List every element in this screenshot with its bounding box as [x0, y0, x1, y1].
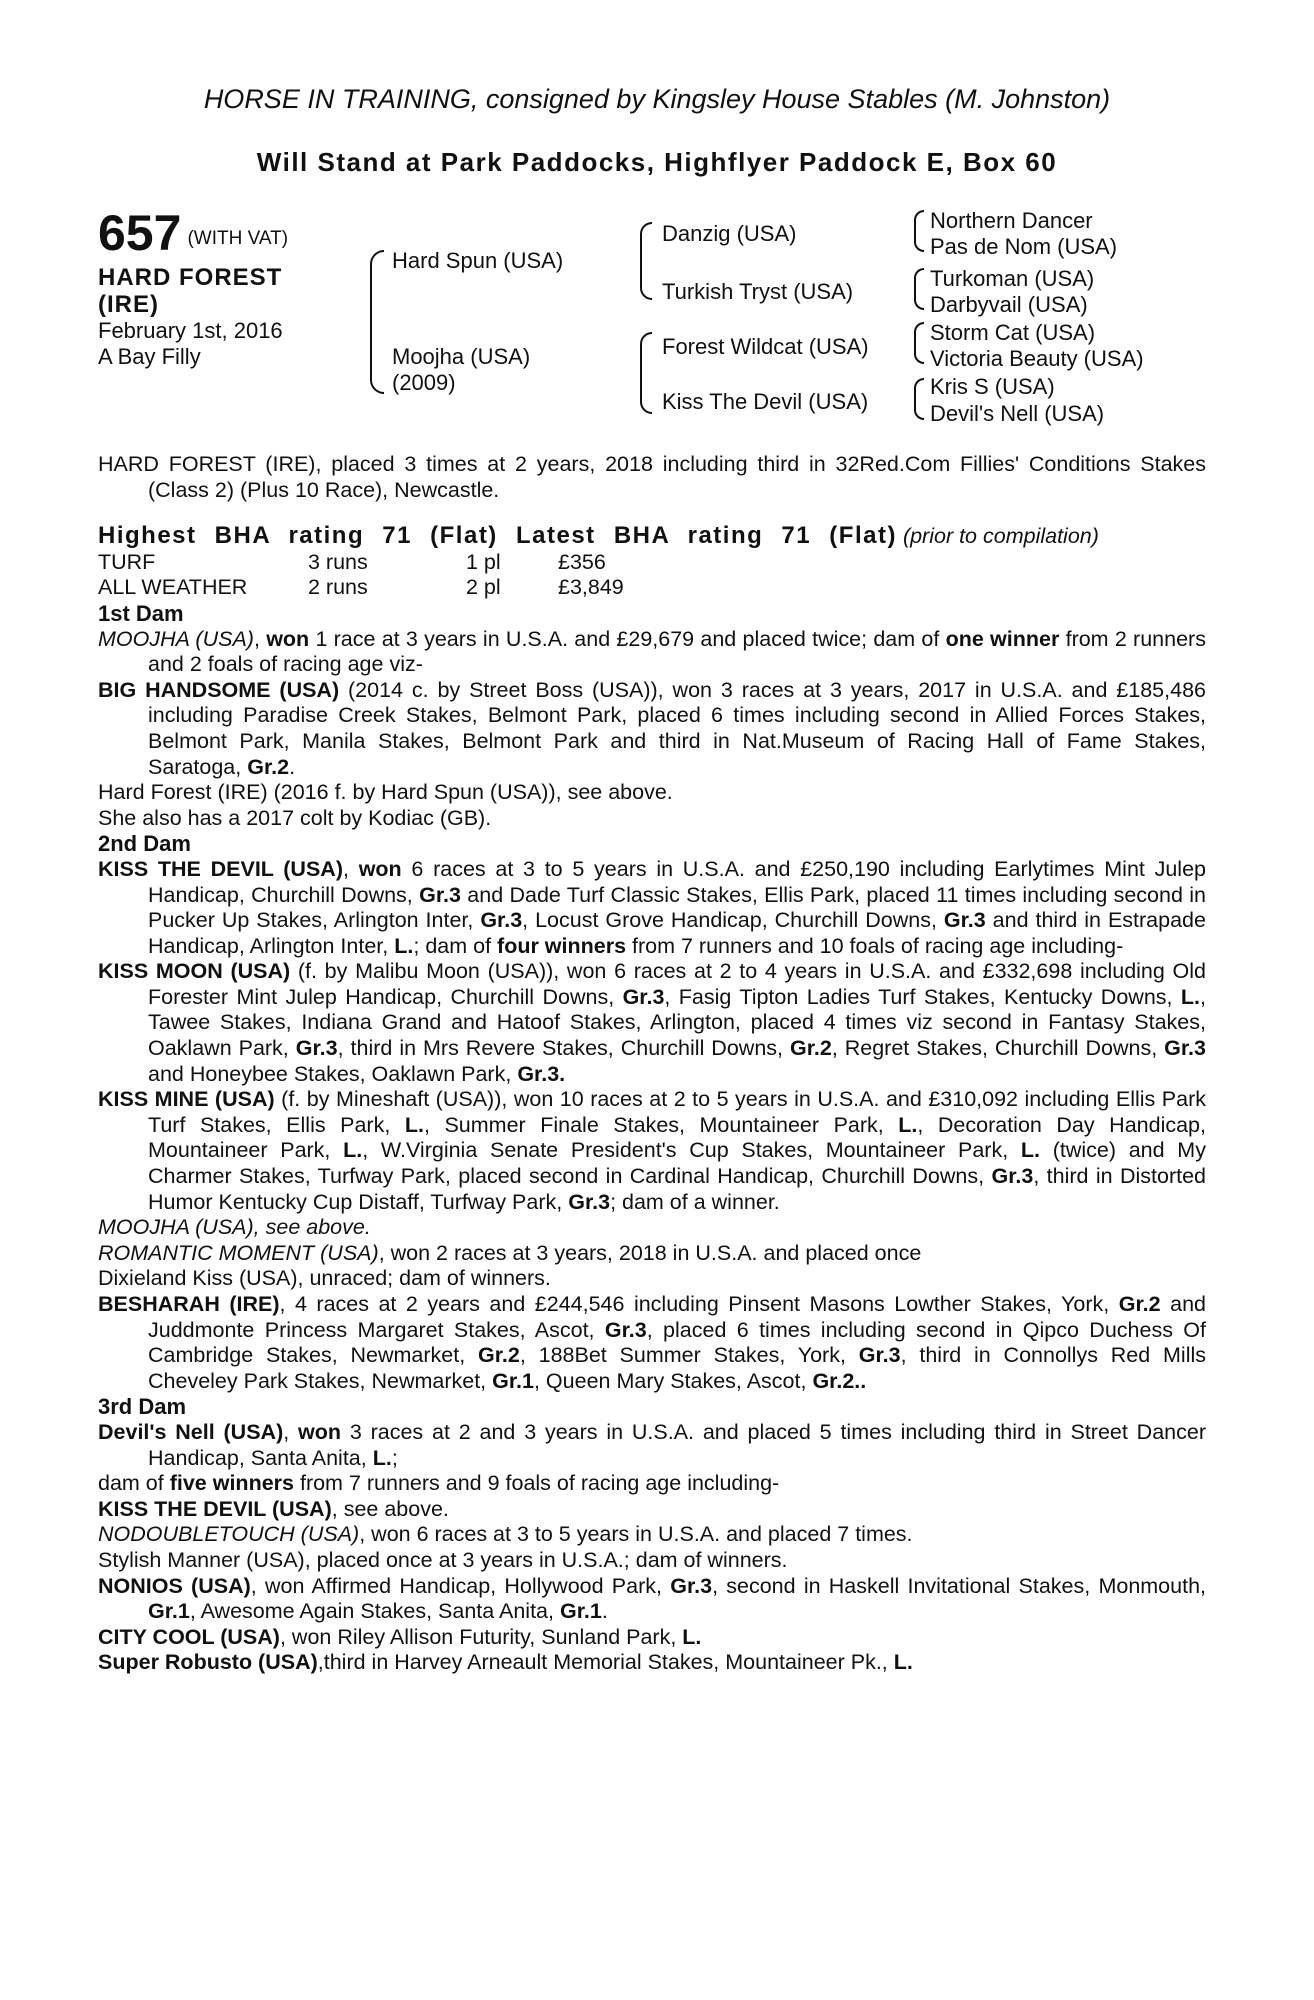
horse-description: A Bay Filly: [98, 344, 201, 369]
pedigree-bracket: [640, 332, 652, 414]
pedigree-bracket: [914, 210, 924, 252]
progeny-entry: BIG HANDSOME (USA) (2014 c. by Street Boss (USA)), won 3 races at 3 years, 2017 in U.S.A. and £185,486 including Paradise Creek Stakes, Belmont Park, placed 6 times including second in Allied Forces Stakes, Belmont Park, Manila Stakes, Belmont Park and third in Nat.Museum of Racing Hall of Fame Stakes, Saratoga, Gr.2.: [98, 677, 1206, 779]
vat-note: (WITH VAT): [187, 228, 289, 249]
pedigree-sss: Northern Dancer: [930, 208, 1093, 233]
race-summary: HARD FOREST (IRE), placed 3 times at 2 years, 2018 including third in 32Red.Com Fillies' Conditions Stakes (Class 2) (Plus 10 Race), Newcastle.: [98, 452, 1206, 502]
progeny-entry: Stylish Manner (USA), placed once at 3 years in U.S.A.; dam of winners.: [98, 1547, 788, 1572]
progeny-entry: Dixieland Kiss (USA), unraced; dam of winners.: [98, 1266, 551, 1291]
progeny-entry: BESHARAH (IRE), 4 races at 2 years and £244,546 including Pinsent Masons Lowther Stakes, York, Gr.2 and Juddmonte Princess Margaret Stakes, Ascot, Gr.3, placed 6 times including second in Qipco Duchess Of Cambridge Stakes, Newmarket, Gr.2, 188Bet Summer Stakes, York, Gr.3, third in Connollys Red Mills Cheveley Park Stakes, Newmarket, Gr.1, Queen Mary Stakes, Ascot, Gr.2..: [98, 1292, 1206, 1393]
progeny-entry: NONIOS (USA), won Affirmed Handicap, Hollywood Park, Gr.3, second in Haskell Invitational Stakes, Monmouth, Gr.1, Awesome Again Stakes, Santa Anita, Gr.1.: [98, 1573, 1207, 1624]
pedigree-ddd: Devil's Nell (USA): [930, 401, 1105, 426]
pedigree-bracket: [370, 250, 384, 394]
first-dam-heading: 1st Dam: [98, 600, 184, 626]
pedigree-bracket: [640, 222, 652, 300]
stats-placed: 2 pl: [466, 575, 501, 600]
pedigree-dsd: Victoria Beauty (USA): [930, 346, 1144, 371]
stats-surface: TURF: [98, 549, 156, 574]
lot-info: [98, 205, 328, 370]
progeny-entry: KISS MINE (USA) (f. by Mineshaft (USA)), won 10 races at 2 to 5 years in U.S.A. and £310,092 including Ellis Park Turf Stakes, Ellis Park, L., Summer Finale Stakes, Mountaineer Park, L., Decoration Day Handicap, Mountaineer Park, L., W.Virginia Senate President's Cup Stakes, Mountaineer Park, L. (twice) and My Charmer Stakes, Turfway Park, placed second in Cardinal Handicap, Churchill Downs, Gr.3, third in Distorted Humor Kentucky Cup Distaff, Turfway Park, Gr.3; dam of a winner.: [98, 1087, 1206, 1214]
lot-number: 657: [98, 205, 182, 261]
table-row: [98, 550, 624, 576]
progeny-entry: KISS THE DEVIL (USA), see above.: [98, 1496, 449, 1521]
dam-note: She also has a 2017 colt by Kodiac (GB).: [98, 805, 492, 830]
stats-earnings: £3,849: [558, 575, 624, 600]
consignor-header: HORSE IN TRAINING, consigned by Kingsley House Stables (M. Johnston): [203, 84, 1111, 114]
pedigree-dam-sire: Forest Wildcat (USA): [662, 334, 869, 359]
pedigree-sire-dam: Turkish Tryst (USA): [662, 279, 854, 304]
pedigree-sds: Turkoman (USA): [930, 266, 1095, 291]
pedigree-sire: Hard Spun (USA): [392, 248, 564, 273]
stats-placed: 1 pl: [466, 549, 501, 574]
dam-record: Devil's Nell (USA), won 3 races at 2 and 3 years in U.S.A. and placed 5 times including third in Street Dancer Handicap, Santa Anita, L.;: [98, 1419, 1206, 1470]
horse-name: HARD FOREST (IRE): [98, 264, 283, 318]
pedigree-sdd: Darbyvail (USA): [930, 292, 1088, 317]
pedigree-dam-year: (2009): [392, 370, 456, 395]
stats-runs: 2 runs: [308, 575, 368, 600]
pedigree-sire-sire: Danzig (USA): [662, 221, 797, 246]
dam-record: dam of five winners from 7 runners and 9 foals of racing age including-: [98, 1471, 780, 1496]
catalogue-body: [98, 452, 1206, 1676]
pedigree-dam: Moojha (USA): [392, 344, 531, 369]
progeny-entry: MOOJHA (USA), see above.: [98, 1215, 371, 1240]
progeny-entry: NODOUBLETOUCH (USA), won 6 races at 3 to 5 years in U.S.A. and placed 7 times.: [98, 1522, 913, 1547]
dam-record: KISS THE DEVIL (USA), won 6 races at 3 to 5 years in U.S.A. and £250,190 including Earlytimes Mint Julep Handicap, Churchill Downs, Gr.3 and Dade Turf Classic Stakes, Ellis Park, placed 11 times including second in Pucker Up Stakes, Arlington Inter, Gr.3, Locust Grove Handicap, Churchill Downs, Gr.3 and third in Estrapade Handicap, Arlington Inter, L.; dam of four winners from 7 runners and 10 foals of racing age including-: [98, 856, 1206, 958]
progeny-entry: Super Robusto (USA),third in Harvey Arneault Memorial Stakes, Mountaineer Pk., L.: [98, 1650, 913, 1675]
pedigree-dds: Kris S (USA): [930, 374, 1055, 399]
stats-surface: ALL WEATHER: [98, 575, 248, 600]
pedigree-bracket: [914, 268, 924, 310]
pedigree-dss: Storm Cat (USA): [930, 320, 1096, 345]
location-header: Will Stand at Park Paddocks, Highflyer Paddock E, Box 60: [256, 147, 1058, 177]
second-dam-heading: 2nd Dam: [98, 831, 191, 857]
race-stats-table: [98, 550, 624, 601]
foaling-date: February 1st, 2016: [98, 318, 283, 343]
bha-rating: Highest BHA rating 71 (Flat) Latest BHA rating 71 (Flat) (prior to compilation): [98, 522, 1099, 550]
stats-earnings: £356: [558, 549, 606, 574]
dam-record: MOOJHA (USA), won 1 race at 3 years in U.S.A. and £29,679 and placed twice; dam of one winner from 2 runners and 2 foals of racing age viz-: [98, 626, 1206, 677]
pedigree-bracket: [914, 378, 924, 420]
pedigree-ssd: Pas de Nom (USA): [930, 234, 1118, 259]
progeny-entry: Hard Forest (IRE) (2016 f. by Hard Spun (USA)), see above.: [98, 780, 673, 805]
third-dam-heading: 3rd Dam: [98, 1394, 187, 1420]
progeny-entry: ROMANTIC MOMENT (USA), won 2 races at 3 years, 2018 in U.S.A. and placed once: [98, 1240, 922, 1265]
stats-runs: 3 runs: [308, 549, 368, 574]
progeny-entry: KISS MOON (USA) (f. by Malibu Moon (USA)), won 6 races at 2 to 4 years in U.S.A. and £332,698 including Old Forester Mint Julep Handicap, Churchill Downs, Gr.3, Fasig Tipton Ladies Turf Stakes, Kentucky Downs, L., Tawee Stakes, Indiana Grand and Hatoof Stakes, Arlington, placed 4 times viz second in Fantasy Stakes, Oaklawn Park, Gr.3, third in Mrs Revere Stakes, Churchill Downs, Gr.2, Regret Stakes, Churchill Downs, Gr.3 and Honeybee Stakes, Oaklawn Park, Gr.3.: [98, 959, 1207, 1086]
table-row: [98, 575, 624, 601]
pedigree-dam-dam: Kiss The Devil (USA): [662, 389, 869, 414]
pedigree-bracket: [914, 322, 924, 364]
progeny-entry: CITY COOL (USA), won Riley Allison Futurity, Sunland Park, L.: [98, 1624, 702, 1649]
